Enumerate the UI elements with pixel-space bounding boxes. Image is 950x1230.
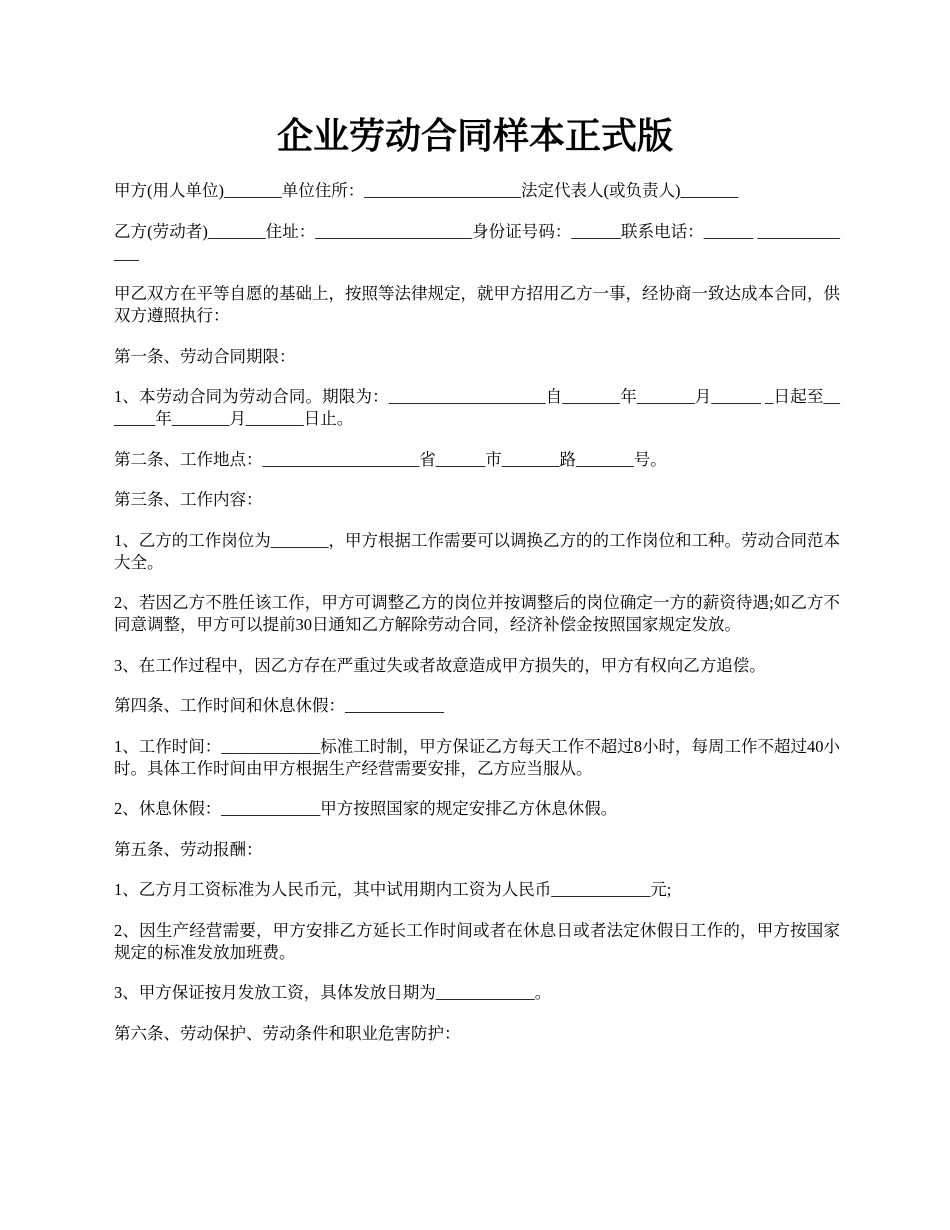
article-3-clause-1: 1、乙方的工作岗位为_______，甲方根据工作需要可以调换乙方的的工作岗位和工种。劳动合同范本大全。 [114,530,840,572]
article-5-clause-3: 3、甲方保证按月发放工资，具体发放日期为____________。 [114,983,552,1002]
article-4-clause-2: 2、休息休假：____________甲方按照国家的规定安排乙方休息休假。 [114,799,618,818]
article-5-clause-2: 2、因生产经营需要，甲方安排乙方延长工作时间或者在休息日或者法定休假日工作的，甲方按国家规定的标准发放加班费。 [114,920,840,962]
article-3-heading: 第三条、工作内容： [114,490,263,509]
article-4-heading: 第四条、工作时间和休息休假：____________ [114,696,444,715]
article-5-clause-1: 1、乙方月工资标准为人民币元，其中试用期内工资为人民币____________元; [114,880,672,899]
article-5-heading: 第五条、劳动报酬： [114,839,263,859]
article-3-clause-2: 2、若因乙方不胜任该工作，甲方可调整乙方的岗位并按调整后的岗位确定一方的薪资待遇;如乙方不同意调整，甲方可以提前30日通知乙方解除劳动合同，经济补偿金按照国家规定发放。 [114,593,840,634]
preamble: 甲乙双方在平等自愿的基础上，按照等法律规定，就甲方招用乙方一事，经协商一致达成本合同，供双方遵照执行： [114,284,840,325]
article-2-heading: 第二条、工作地点：___________________省______市_______路_______号。 [114,449,667,469]
party-b-line: 乙方(劳动者)_______住址：___________________身份证号码：______联系电话：______ _____________ [114,221,840,263]
article-1-clause-1: 1、本劳动合同为劳动合同。期限为：___________________自_______年_______月______ _日起至_______年_______月_______日止。 [114,387,840,428]
article-3-clause-3: 3、在工作过程中，因乙方存在严重过失或者故意造成甲方损失的，甲方有权向乙方追偿。 [114,655,766,675]
party-a-line: 甲方(用人单位)_______单位住所：___________________法定代表人(或负责人)_______ [114,181,739,200]
article-1-heading: 第一条、劳动合同期限： [114,346,296,366]
document-title: 企业劳动合同样本正式版 [276,116,673,156]
article-6-heading: 第六条、劳动保护、劳动条件和职业危害防护： [114,1023,461,1043]
article-4-clause-1: 1、工作时间：____________标准工时制，甲方保证乙方每天工作不超过8小时，每周工作不超过40小时。具体工作时间由甲方根据生产经营需要安排，乙方应当服从。 [114,736,840,778]
document-body [114,180,840,1063]
